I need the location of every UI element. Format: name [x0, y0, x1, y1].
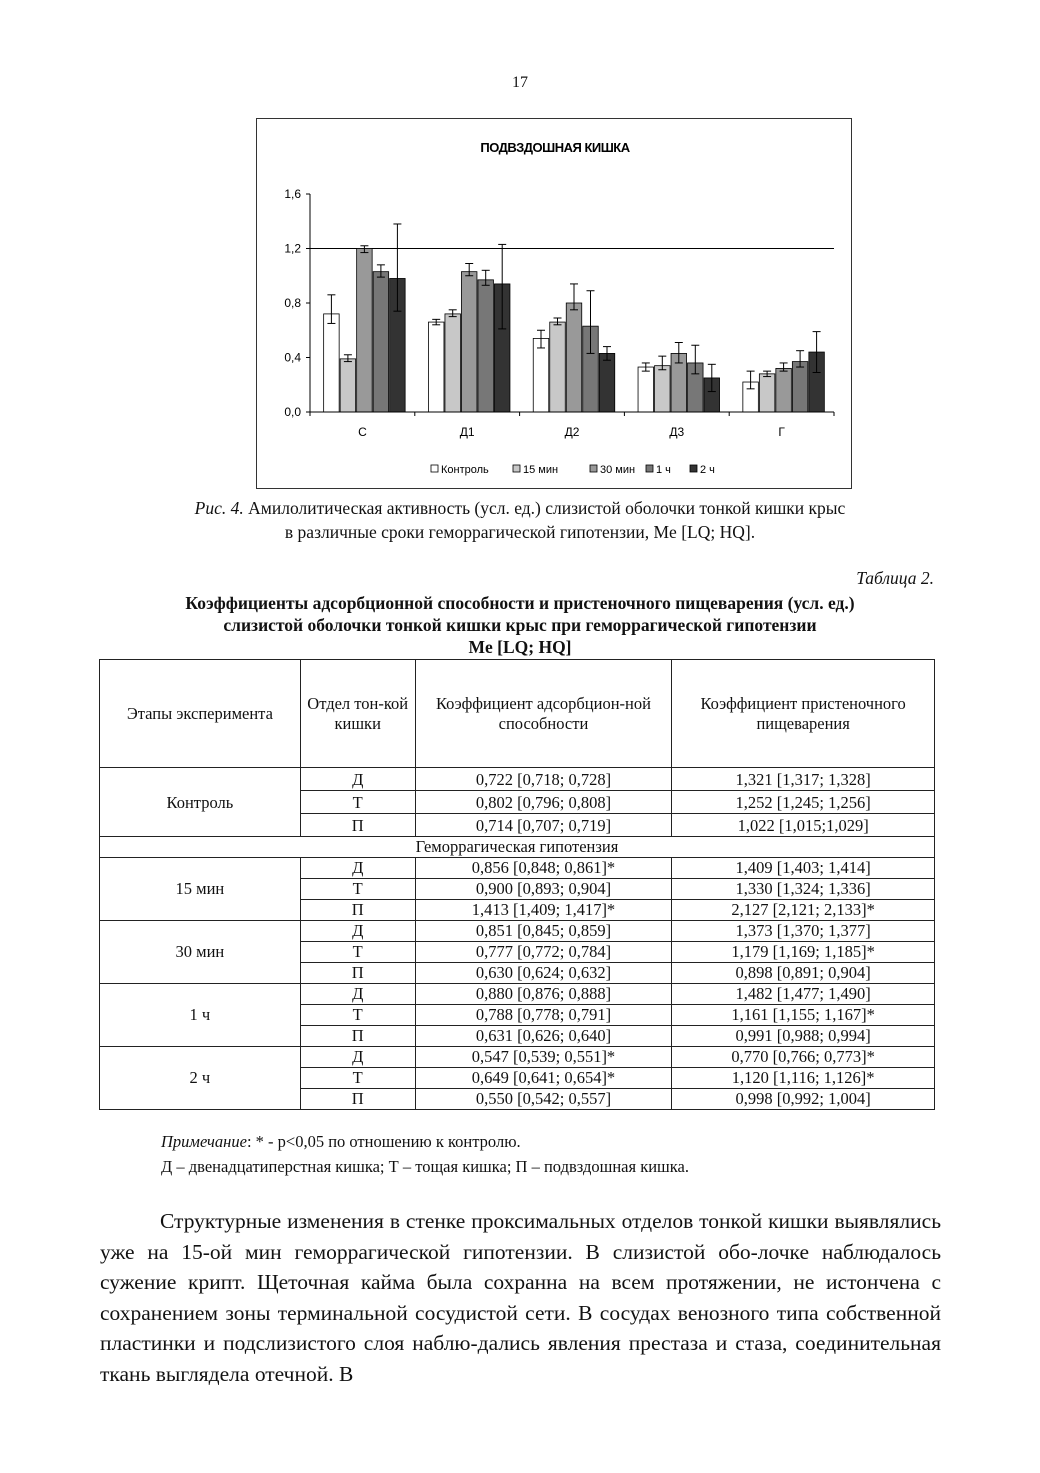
- legend-swatch: [431, 465, 438, 472]
- bar: [655, 366, 671, 412]
- adsorption-cell: 0,547 [0,539; 0,551]*: [415, 1047, 672, 1068]
- legend-label: 1 ч: [656, 464, 671, 476]
- bar: [445, 314, 461, 412]
- y-tick-label: 1,6: [284, 187, 301, 201]
- figure-caption-line2: в различные сроки геморрагической гипотензии, Me [LQ; HQ].: [284, 522, 756, 542]
- table-note-abbreviations: Д – двенадцатиперстная кишка; Т – тощая кишка; П – подвздошная кишка.: [161, 1157, 689, 1176]
- section-cell: Д: [300, 921, 415, 942]
- x-tick-label: Д1: [459, 425, 475, 439]
- digestion-cell: 1,321 [1,317; 1,328]: [672, 768, 935, 791]
- section-cell: Т: [300, 791, 415, 814]
- x-tick-label: Г: [778, 425, 785, 439]
- bar: [599, 353, 615, 412]
- table-row: [100, 768, 935, 791]
- section-cell: Т: [300, 1005, 415, 1026]
- adsorption-cell: 0,856 [0,848; 0,861]*: [415, 858, 672, 879]
- adsorption-cell: 1,413 [1,409; 1,417]*: [415, 900, 672, 921]
- digestion-cell: 0,770 [0,766; 0,773]*: [672, 1047, 935, 1068]
- figure-caption: [100, 496, 940, 544]
- digestion-cell: 1,330 [1,324; 1,336]: [672, 879, 935, 900]
- digestion-cell: 1,373 [1,370; 1,377]: [672, 921, 935, 942]
- y-tick-label: 0,4: [284, 350, 301, 365]
- x-tick-label: Д2: [564, 425, 580, 439]
- legend-label: 2 ч: [700, 464, 715, 476]
- note-text: : * - p<0,05 по отношению к контролю.: [246, 1132, 521, 1151]
- digestion-cell: 1,161 [1,155; 1,167]*: [672, 1005, 935, 1026]
- legend-swatch: [590, 465, 597, 472]
- section-cell: Т: [300, 942, 415, 963]
- adsorption-cell: 0,550 [0,542; 0,557]: [415, 1089, 672, 1110]
- header-cell: Отдел тон-кой кишки: [300, 660, 415, 768]
- table-label: Таблица 2.: [856, 568, 934, 588]
- bar: [533, 338, 549, 412]
- bar: [566, 303, 582, 412]
- table-row: [100, 858, 935, 879]
- digestion-cell: 1,179 [1,169; 1,185]*: [672, 942, 935, 963]
- adsorption-cell: 0,802 [0,796; 0,808]: [415, 791, 672, 814]
- header-cell: Коэффициент адсорбцион-ной способности: [415, 660, 672, 768]
- section-cell: Т: [300, 1068, 415, 1089]
- stage-cell: Контроль: [100, 768, 301, 837]
- y-tick-label: 0,8: [284, 296, 301, 310]
- table-title: [100, 592, 940, 658]
- legend-swatch: [513, 465, 520, 472]
- chart-title: ПОДВЗДОШНАЯ КИШКА: [480, 140, 630, 155]
- stage-cell: 1 ч: [100, 984, 301, 1047]
- digestion-cell: 0,991 [0,988; 0,994]: [672, 1026, 935, 1047]
- adsorption-cell: 0,649 [0,641; 0,654]*: [415, 1068, 672, 1089]
- x-tick-label: Д3: [669, 425, 685, 439]
- table-row: [100, 921, 935, 942]
- stage-cell: 15 мин: [100, 858, 301, 921]
- section-cell: П: [300, 963, 415, 984]
- chart-frame: [256, 118, 852, 489]
- section-cell: Т: [300, 879, 415, 900]
- bar: [324, 314, 340, 412]
- stage-cell: 2 ч: [100, 1047, 301, 1110]
- body-paragraph: [100, 1206, 941, 1389]
- section-cell: П: [300, 900, 415, 921]
- table-title-line: слизистой оболочки тонкой кишки крыс при геморрагической гипотензии: [223, 615, 817, 635]
- table-row: [100, 984, 935, 1005]
- digestion-cell: 0,998 [0,992; 1,004]: [672, 1089, 935, 1110]
- figure-label: Рис. 4.: [194, 498, 244, 518]
- adsorption-cell: 0,630 [0,624; 0,632]: [415, 963, 672, 984]
- digestion-cell: 1,022 [1,015;1,029]: [672, 814, 935, 837]
- stage-cell: 30 мин: [100, 921, 301, 984]
- section-cell: Д: [300, 984, 415, 1005]
- digestion-cell: 1,482 [1,477; 1,490]: [672, 984, 935, 1005]
- section-label: Геморрагическая гипотензия: [100, 837, 935, 858]
- digestion-cell: 1,409 [1,403; 1,414]: [672, 858, 935, 879]
- adsorption-cell: 0,851 [0,845; 0,859]: [415, 921, 672, 942]
- digestion-cell: 0,898 [0,891; 0,904]: [672, 963, 935, 984]
- page-number: 17: [512, 74, 528, 91]
- x-tick-label: С: [358, 425, 367, 439]
- section-cell: П: [300, 1026, 415, 1047]
- bar: [759, 374, 775, 412]
- section-cell: П: [300, 814, 415, 837]
- table-title-line: Коэффициенты адсорбционной способности и пристеночного пищеварения (усл. ед.): [185, 593, 855, 613]
- bar: [340, 359, 356, 412]
- adsorption-cell: 0,788 [0,778; 0,791]: [415, 1005, 672, 1026]
- table-row: [100, 1047, 935, 1068]
- section-cell: П: [300, 1089, 415, 1110]
- legend-label: 15 мин: [523, 464, 559, 476]
- figure-caption-line1: Амилолитическая активность (усл. ед.) слизистой оболочки тонкой кишки крыс: [243, 498, 846, 518]
- bar: [776, 368, 792, 412]
- adsorption-cell: 0,714 [0,707; 0,719]: [415, 814, 672, 837]
- adsorption-cell: 0,880 [0,876; 0,888]: [415, 984, 672, 1005]
- legend-swatch: [646, 465, 653, 472]
- note-label: Примечание: [161, 1132, 247, 1151]
- section-cell: Д: [300, 858, 415, 879]
- data-table: [99, 659, 935, 1110]
- table-title-line: Me [LQ; HQ]: [468, 637, 572, 657]
- legend-swatch: [690, 465, 697, 472]
- bar: [550, 322, 566, 412]
- adsorption-cell: 0,631 [0,626; 0,640]: [415, 1026, 672, 1047]
- y-tick-label: 1,2: [284, 241, 301, 256]
- body-paragraph-text: Структурные изменения в стенке проксимальных отделов тонкой кишки выявлялись уже на 15-ой мин геморрагической гипотензии. В слизистой обо-лочке наблюдалось сужение крипт. Щеточная кайма была сохранна на всем протяжении, не истончена с сохранением зоны терминальной сосудистой сети. В сосудах венозного типа собственной пластинки и подслизистого слоя наблю-дались явления престаза и стаза, соединительная ткань выглядела отечной. В: [100, 1209, 941, 1386]
- digestion-cell: 1,252 [1,245; 1,256]: [672, 791, 935, 814]
- bar: [478, 280, 494, 412]
- legend-label: 30 мин: [600, 464, 636, 476]
- bar: [428, 322, 444, 412]
- bar-chart: [257, 119, 853, 490]
- bar: [792, 362, 808, 412]
- header-cell: Этапы эксперимента: [100, 660, 301, 768]
- section-cell: Д: [300, 768, 415, 791]
- adsorption-cell: 0,777 [0,772; 0,784]: [415, 942, 672, 963]
- bar: [461, 272, 477, 412]
- table-section-row: [100, 837, 935, 858]
- y-tick-label: 0,0: [284, 405, 301, 419]
- digestion-cell: 1,120 [1,116; 1,126]*: [672, 1068, 935, 1089]
- adsorption-cell: 0,722 [0,718; 0,728]: [415, 768, 672, 791]
- digestion-cell: 2,127 [2,121; 2,133]*: [672, 900, 935, 921]
- adsorption-cell: 0,900 [0,893; 0,904]: [415, 879, 672, 900]
- header-cell: Коэффициент пристеночного пищеварения: [672, 660, 935, 768]
- bar: [638, 367, 654, 412]
- table-note: [161, 1132, 521, 1152]
- bar: [373, 272, 389, 412]
- legend-label: Контроль: [441, 464, 489, 476]
- bar: [357, 249, 373, 413]
- section-cell: Д: [300, 1047, 415, 1068]
- table-header-row: [100, 660, 935, 768]
